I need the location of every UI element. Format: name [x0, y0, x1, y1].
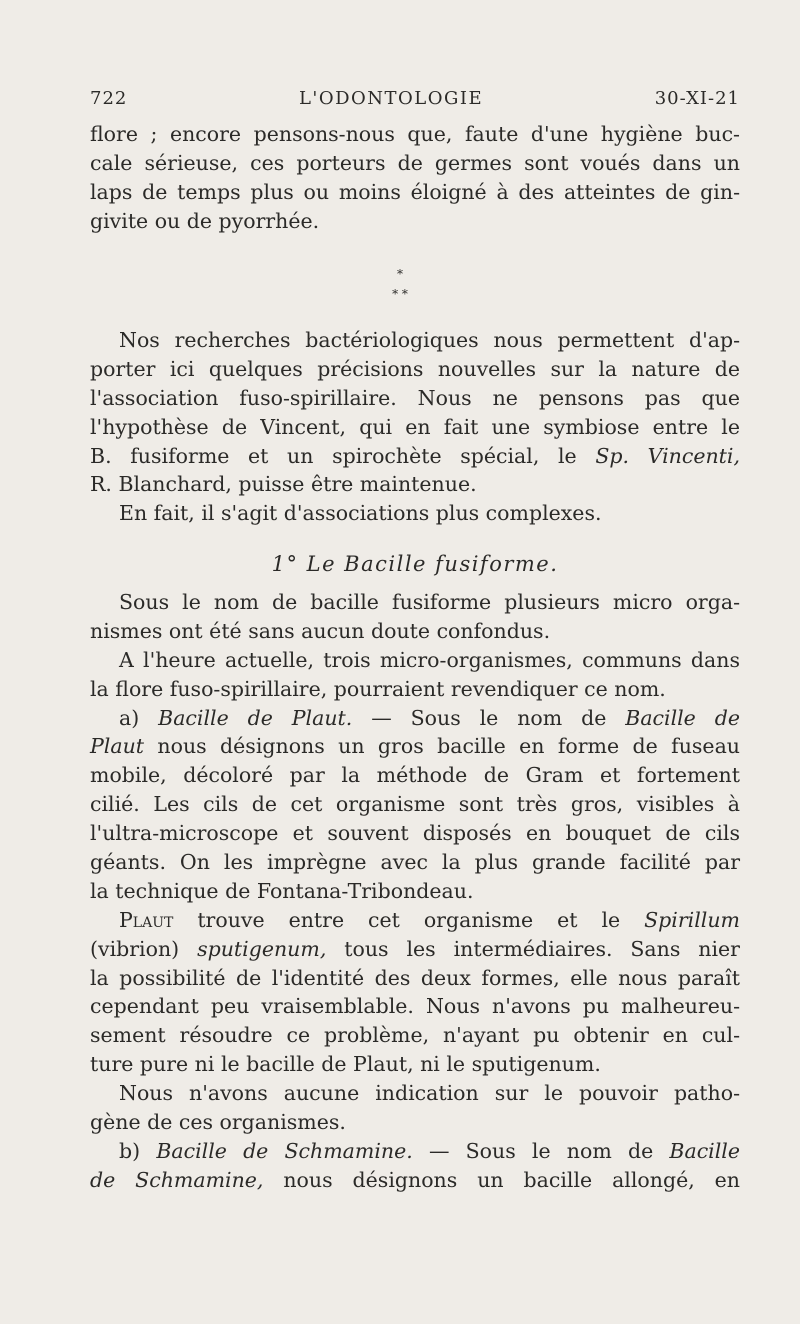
list-marker: a) — [119, 705, 140, 730]
author-name: Plaut — [119, 907, 174, 932]
species-name: Sp. Vincenti, — [595, 443, 740, 468]
text-segment: trouve entre cet organisme et le — [197, 907, 621, 932]
text-segment: nous désignons un bacille allongé, en — [283, 1167, 740, 1192]
page-number: 722 — [90, 88, 128, 109]
text-line: mobile, décoloré par la méthode de Gram et fortement — [90, 763, 740, 788]
section-heading: 1° Le Bacille fusiforme. — [271, 552, 559, 576]
text-line: Nous n'avons aucune indication sur le pouvoir patho- — [119, 1081, 740, 1106]
text-line: la possibilité de l'identité des deux formes, elle nous paraît — [90, 965, 740, 990]
paragraph-research — [90, 326, 740, 528]
text-line: Sous le nom de bacille fusiforme plusieurs micro orga- — [119, 590, 740, 614]
text-line: cependant peu vraisemblable. Nous n'avons pu malheureu- — [90, 994, 740, 1019]
text-line: la technique de Fontana-Tribondeau. — [90, 878, 474, 903]
text-line: la flore fuso-spirillaire, pourraient revendiquer ce nom. — [90, 676, 666, 701]
text-line: l'hypothèse de Vincent, qui en fait une symbiose entre le — [90, 414, 740, 439]
organism-name: Spirillum — [644, 907, 740, 932]
organism-name: Plaut — [90, 734, 145, 759]
organism-name: Bacille — [669, 1138, 740, 1163]
text-line: cilié. Les cils de cet organisme sont très gros, visibles à — [90, 792, 740, 817]
text-segment: — Sous le nom de — [428, 1138, 654, 1163]
text-line: l'association fuso-spirillaire. Nous ne pensons pas que — [90, 385, 740, 410]
text-line: nismes ont été sans aucun doute confondus. — [90, 618, 551, 643]
text-line — [90, 1166, 740, 1195]
text-line: géants. On les imprègne avec la plus grande facilité par — [90, 850, 740, 875]
text-line — [90, 732, 740, 761]
text-line: l'ultra-microscope et souvent disposés en bouquet de cils — [90, 821, 740, 846]
text-line: gène de ces organismes. — [90, 1110, 346, 1135]
text-line — [90, 704, 740, 733]
text-line: laps de temps plus ou moins éloigné à des atteintes de gin- — [90, 179, 740, 204]
text-line: sement résoudre ce problème, n'ayant pu obtenir en cul- — [90, 1023, 740, 1048]
organism-name: sputigenum, — [197, 936, 327, 961]
organism-name: Bacille de Schmamine. — [156, 1138, 413, 1163]
text-segment: (vibrion) — [90, 936, 180, 961]
organism-name: de Schmamine, — [90, 1167, 264, 1192]
text-line — [90, 1137, 740, 1166]
text-line — [90, 442, 740, 471]
text-line: flore ; encore pensons-nous que, faute d'une hygiène buc- — [90, 122, 740, 146]
text-segment: B. fusiforme et un spirochète spécial, le — [90, 443, 577, 468]
text-segment: — Sous le nom de — [371, 705, 607, 730]
text-line: cale sérieuse, ces porteurs de germes sont voués dans un — [90, 150, 740, 175]
text-line — [90, 935, 740, 964]
list-marker: b) — [119, 1138, 141, 1163]
asterism-bottom: * * — [392, 287, 408, 301]
text-segment: tous les intermédiaires. Sans nier — [344, 936, 740, 961]
running-header — [90, 88, 740, 118]
text-line: R. Blanchard, puisse être maintenue. — [90, 472, 477, 497]
text-line: ture pure ni le bacille de Plaut, ni le sputigenum. — [90, 1052, 601, 1077]
issue-date: 30-XI-21 — [654, 88, 740, 109]
journal-title: L'ODONTOLOGIE — [298, 88, 484, 109]
section-body — [90, 588, 740, 1195]
organism-name: Bacille de — [625, 705, 740, 730]
organism-name: Bacille de Plaut. — [158, 705, 353, 730]
paragraph-intro — [90, 120, 740, 236]
asterism-top: * — [397, 267, 403, 281]
text-line: A l'heure actuelle, trois micro-organismes, communs dans — [119, 647, 740, 672]
text-line: En fait, il s'agit d'associations plus complexes. — [119, 501, 602, 526]
text-line: givite ou de pyorrhée. — [90, 208, 320, 233]
text-line — [90, 906, 740, 935]
text-line: Nos recherches bactériologiques nous permettent d'ap- — [119, 328, 740, 352]
text-line: porter ici quelques précisions nouvelles sur la nature de — [90, 356, 740, 381]
text-segment: nous désignons un gros bacille en forme de fuseau — [157, 734, 740, 759]
